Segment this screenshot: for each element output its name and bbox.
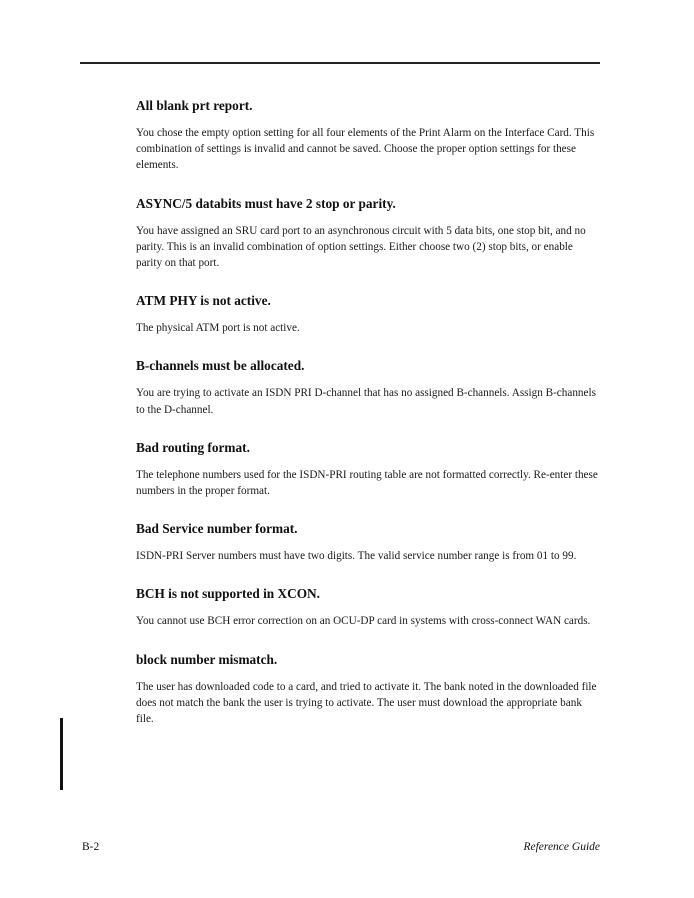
message-entry [136, 652, 600, 728]
message-description: The user has downloaded code to a card, and tried to activate it. The bank noted in the downloaded file does not match the bank the user is trying to activate. The user must download the appropriate bank file. [136, 680, 597, 726]
message-description: You are trying to activate an ISDN PRI D-channel that has no assigned B-channels. Assign B-channels to the D-channel. [136, 387, 596, 416]
message-entry [136, 521, 600, 564]
revision-change-bar [60, 718, 63, 790]
message-title: Bad Service number format. [136, 521, 298, 537]
message-title: Bad routing format. [136, 439, 250, 455]
message-entry [136, 293, 600, 336]
header-rule [80, 62, 600, 64]
message-entry [136, 98, 600, 174]
message-description: You have assigned an SRU card port to an asynchronous circuit with 5 data bits, one stop bit, and no parity. This is an invalid combination of option settings. Either choose two (2) stop bits, or enable parity on that port. [136, 224, 586, 270]
message-description: You cannot use BCH error correction on an OCU-DP card in systems with cross-connect WAN cards. [136, 615, 591, 628]
message-title: block number mismatch. [136, 651, 278, 667]
message-title: BCH is not supported in XCON. [136, 586, 320, 602]
page-number: B-2 [82, 841, 100, 853]
message-title: ATM PHY is not active. [136, 293, 271, 309]
message-description: ISDN-PRI Server numbers must have two digits. The valid service number range is from 01 to 99. [136, 550, 577, 563]
message-list [136, 98, 600, 727]
message-entry [136, 586, 600, 629]
document-title: Reference Guide [523, 841, 600, 853]
message-title: ASYNC/5 databits must have 2 stop or parity. [136, 195, 396, 211]
message-entry [136, 440, 600, 499]
message-description: The telephone numbers used for the ISDN-PRI routing table are not formatted correctly. Re-enter these numbers in the proper format. [136, 468, 598, 498]
message-entry [136, 196, 600, 272]
message-title: B-channels must be allocated. [136, 358, 305, 374]
message-description: You chose the empty option setting for all four elements of the Print Alarm on the Interface Card. This combination of settings is invalid and cannot be saved. Choose the proper option settings for these elements. [136, 127, 595, 172]
message-description: The physical ATM port is not active. [136, 322, 300, 335]
message-entry [136, 358, 600, 417]
message-title: All blank prt report. [136, 98, 253, 113]
